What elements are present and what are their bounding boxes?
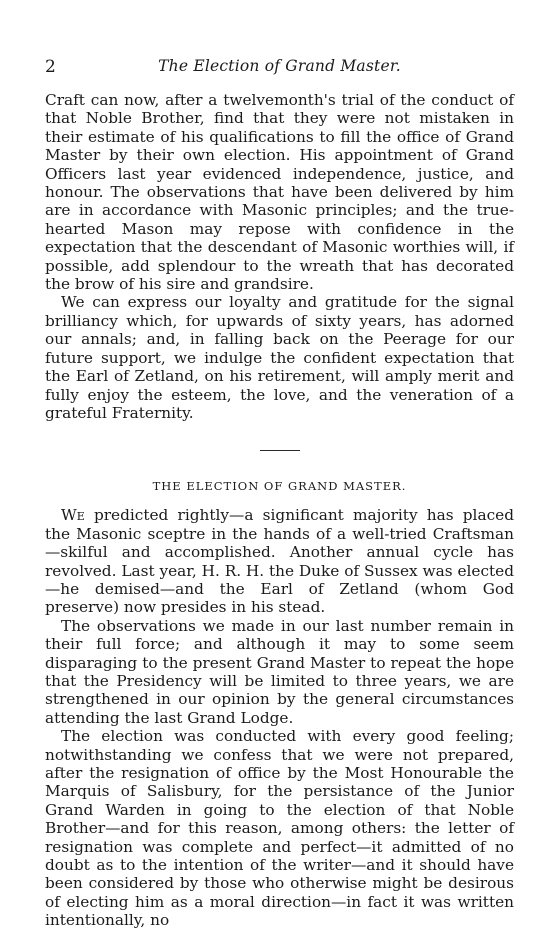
page-number: 2 [45,57,56,77]
body-text [45,91,514,930]
opening-word: We [61,506,85,525]
paragraph-election: The election was conducted with every good feeling; notwithstanding we confess that we were not prepared, after the resignation of office by the Most Honourable the Marquis of Salisbury, for the persistance of the Junior Grand Warden in going to the election of that Noble Brother—and for this reason, among others: the letter of resignation was complete and perfect—it admitted of no doubt as to the intention of the writer—and it should have been considered by those who otherwise might be desirous of electing him as a moral direction—in fact it was written intentionally, no [45,727,514,930]
section-body [45,506,514,929]
running-title: The Election of Grand Master. [158,57,401,75]
paragraph-predicted-text: predicted rightly—a significant majority has placed the Masonic sceptre in the hands of a well-tried Craftsman—skilful and accomplished. Another annual cycle has revolved. Last year, H. R. H. the Duke of Sussex was elected—he demised—and the Earl of Zetland (whom God preserve) now presides in his stead. [45,506,515,617]
section-divider [260,450,300,451]
paragraph-loyalty: We can express our loyalty and gratitude for the signal brilliancy which, for upwards of sixty years, has adorned our annals; and, in falling back on the Peerage for our future support, we indulge the confident expectation that the Earl of Zetland, on his retirement, will amply merit and fully enjoy the esteem, the love, and the veneration of a grateful Fraternity. [45,293,514,422]
running-head [45,57,514,79]
section-heading: THE ELECTION OF GRAND MASTER. [152,479,407,494]
paragraph-observations: The observations we made in our last number remain in their full force; and although it may to some seem disparaging to the present Grand Master to repeat the hope that the Presidency will be limited to three years, we are strengthened in our opinion by the general circumstances attending the last Grand Lodge. [45,616,514,727]
paragraph-continued: Craft can now, after a twelvemonth's trial of the conduct of that Noble Brother, find that they were not mistaken in their estimate of his qualifications to fill the office of Grand Master by their own election. His appointment of Grand Officers last year evidenced independence, justice, and honour. The observations that have been delivered by him are in accordance with Masonic principles; and the true-hearted Mason may repose with confidence in the expectation that the descendant of Masonic worthies will, if possible, add splendour to the wreath that has decorated the brow of his sire and grandsire. [45,91,514,294]
paragraph-predicted [45,506,514,616]
